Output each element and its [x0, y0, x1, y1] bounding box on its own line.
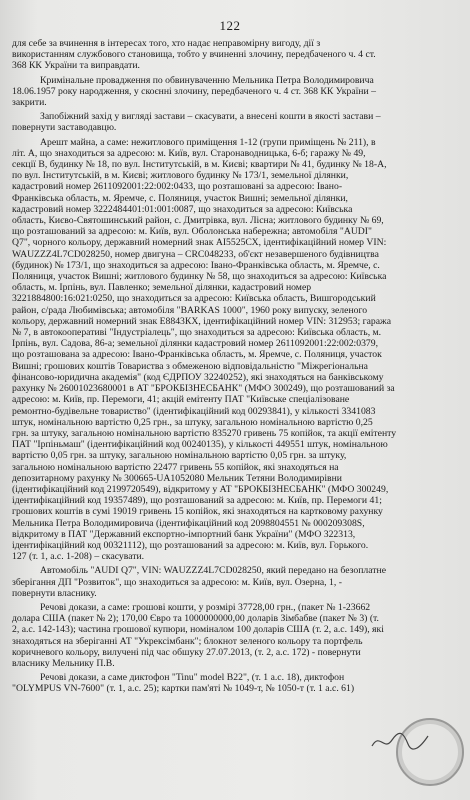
paragraph-asset-arrest: Арешт майна, а саме: нежитлового приміщення 1-12 (групи приміщень № 211), в літ. А, що знаходиться за адресою: м. Київ, вул. Старонаводницька, 6-б; гаражу № 49, секції В, будинку № 18, по вул. Інститутській, в м. Києві; квартири № 41, будинку № 18-А, по вул. Інститутській, в м. Києві; житлового будинку № 173/1, земельної ділянки, кадастровий номер 2611092001:22:002:0433, що розташовані за адресою: Івано- Франківська область, м. Яремче, с. Поляниця, участок Вишні; земельної ділянки, кадастровий номер 3222484401:01:001:0087, що знаходиться за адресою: Київська область, Києво-Святошинський район, с. Дмитрівка, вул. Лісна; житлового будинку № 69, що розташований за адресою: м. Київ, вул. Оболонська набережна; автомобіля "AUDI" Q7", чорного кольору, державний номерний знак АІ5525СХ, ідентифікаційний номер VIN: WAUZZZ4L7CD028250, номер двигуна – CRC048233, об'єкт незавершеного будівництва (будинок) № 173/1, що знаходиться за адресою: Івано-Франківська область, м. Яремче, с. Поляниця, участок Вишні; житлового будинку № 58, що знаходиться за адресою: Київська область, м. Ірпінь, вул. Павленко; земельної ділянки, кадастровий номер 3221884800:16:021:0250, що знаходиться за адресою: Київська область, Вишгородський район, с/рада Любимівська; автомобіля "BARKAS 1000", 1960 року випуску, зеленого кольору, державний номерний знак Е8843КХ, ідентифікаційний номер VIN: 312953; гаража № 7, в автокооперативі "Індустріалець", що знаходиться за адресою: Київська область, м. Ірпінь, вул. Садова, 86-а; земельної ділянки кадастровий номер 2611092001:22:002:0379, що розташована за адресою: Івано-Франківська область, м. Яремче, с. Поляниця, участок Вишні; грошових коштів Товариства з обмеженою відповідальністю "Міжрегіональна фінансово-юридична академія" (код ЄДРПОУ 32240252), які знаходяться на банківському рахунку № 26001023680001 в АТ "БРОКБІЗНЕСБАНК" (МФО 300249), що розташований за адресою: м. Київ, пр. Перемоги, 41; акцій емітенту ПАТ "Київське спеціалізоване ремонтно-будівельне товариство" (ідентифікаційний код 00293841), у кількості 3341083 штук, номінальною вартістю 0,25 грн., за штуку, загальною номінальною вартістю 0,25 грн. за штуку, загальною номінальною вартістю 835270 гривень 75 копійок, та акції емітенту ПАТ "Ірпіньмаш" (ідентифікаційний код 00240135), у кількості 449551 штук, номінальною вартістю 0,05 грн. за штуку, загальною номінальною вартістю 0,05 грн. за штуку, загальною номінальною вартістю 22477 гривень 55 копійок, які знаходяться на депозитарному рахунку № 300665-UA1052080 Мельник Тетяни Володимирівни (ідентифікаційний код 2199720549), відкритому у АТ "БРОКБІЗНЕСБАНК" (МФО 300249, ідентифікаційний код 19357489), що розташований за адресою: м. Київ, пр. Перемоги 41; грошових коштів в сумі 19019 гривень 15 копійок, які знаходяться на картковому рахунку Мельника Петра Володимировича (ідентифікаційний код 2098804551 № 000209308S, відкритому в ПАТ "Державний експортно-імпортний банк України" (МФО 322313, ідентифікаційний код 00321112), що розташований за адресою: м. Київ, вул. Горького. 127 (т. 1, а.с. 1-208) – скасувати.: [12, 136, 397, 563]
page-number: 122: [219, 18, 241, 33]
paragraph-case-closed: Кримінальне провадження по обвинуваченню Мельника Петра Володимировича 18.06.1957 року народження, у скоєнні злочину, передбаченого ч. 4 ст. 368 КК України – закрити.: [12, 74, 376, 109]
paragraph-evidence-recorders: Речові докази, а саме диктофон "Tinu" model B22", (т. 1 а.с. 18), диктофон "OLYMPUS VN-7600" (т. 1, а.с. 25); картки пам'яті № 1049-т, № 1050-т (т. 1 а.с. 61): [12, 672, 355, 695]
stamp-seal: [396, 718, 464, 786]
signature-mark: [370, 730, 430, 752]
paragraph-audi-vehicle: Автомобіль "AUDI Q7", VIN: WAUZZZ4L7CD028250, який передано на безоплатне зберігання ДП "Розвиток", що знаходиться за адресою: м. Київ, вул. Озерна, 1, - повернути власнику.: [12, 565, 387, 599]
paragraph-acquittal: для себе за вчинення в інтересах того, хто надає неправомірну вигоду, дії з використанням службового становища, тобто у вчиненні злочину, передбаченого ч. 4 ст. 368 КК України та виправдати.: [12, 38, 376, 72]
paragraph-evidence-money: Речові докази, а саме: грошові кошти, у розмірі 37728,00 грн., (пакет № 1-23662 долара США (пакет № 2); 170,00 Євро та 1000000000,00 доларів Зімбабве (пакет № 3) (т. 2, а.с. 142-143); частина грошової купюри, номіналом 100 доларів США (т. 2, а.с. 149), які знаходяться на зберіганні АТ "Укрексімбанк"; блокнот зеленого кольору та портфель коричневого кольору, вилучені під час обшуку 27.07.2013, (т. 2, а.с. 172) - повернути власнику Мельнику П.В.: [12, 601, 384, 669]
paragraph-bail: Запобіжний захід у вигляді застави – скасувати, а внесені кошти в якості застави – повернути заставодавцю.: [12, 111, 381, 134]
